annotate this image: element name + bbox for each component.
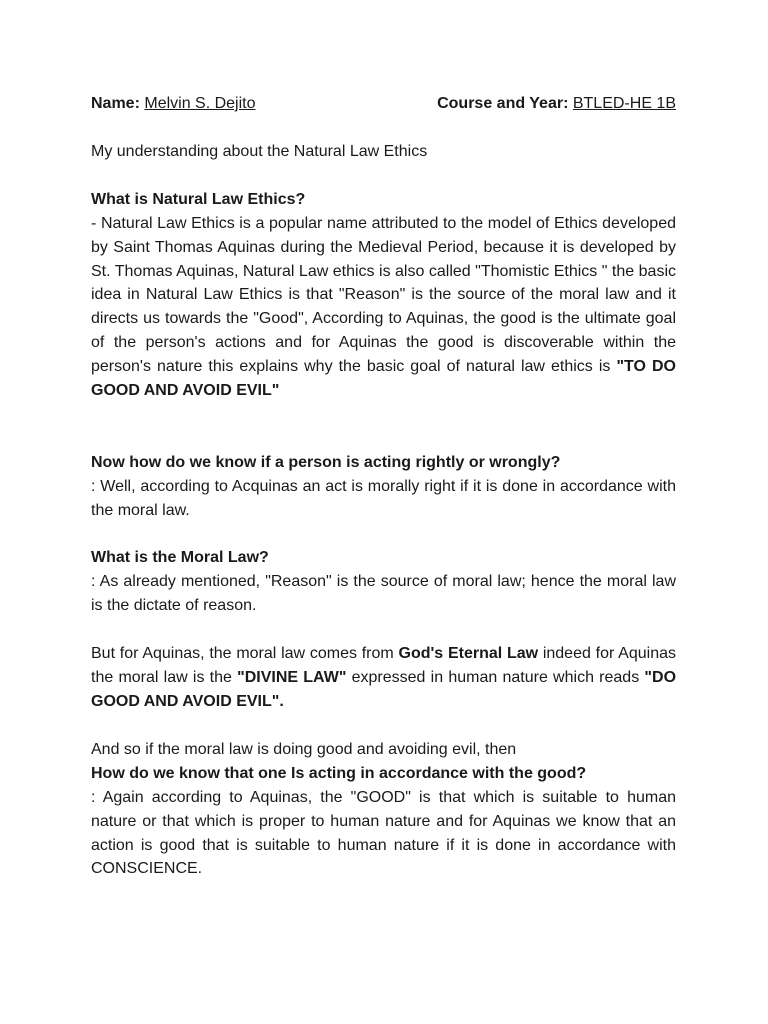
course-value: BTLED-HE 1B: [572, 95, 676, 112]
section-body-acting-rightly: : Well, according to Acquinas an act is morally right if it is done in accordance with the moral law.: [91, 478, 676, 519]
divine-text-1: But for Aquinas, the moral law comes from: [91, 645, 399, 662]
course-label: Course and Year:: [437, 95, 569, 112]
natural-law-text: - Natural Law Ethics is a popular name attributed to the model of Ethics developed by Saint Thomas Aquinas during the Medieval Period, because it is developed by St. Thomas Aquinas, Natural Law ethics is also called "Thomistic Ethics " the basic idea in Natural Law Ethics is that "Reason" is the source of the moral law and it directs us towards the "Good", According to Aquinas, the good is the ultimate goal of the person's actions and for Aquinas the good is discoverable within the person's nature this explains why the basic goal of natural law ethics is: [91, 215, 676, 375]
divine-text-2: indeed for Aquinas the moral law is the: [91, 645, 677, 686]
section-body-good: : Again according to Aquinas, the "GOOD" is that which is suitable to human nature or that which is proper to human nature and for Aquinas we know that an action is good that is suitable to human nature if it is done in accordance with CONSCIENCE.: [91, 789, 676, 878]
intro-line: My understanding about the Natural Law Ethics: [91, 143, 428, 160]
divine-bold-1: God's Eternal Law: [398, 645, 539, 662]
section-body-divine-law: [91, 642, 676, 713]
lead-line-good: And so if the moral law is doing good and avoiding evil, then: [91, 741, 517, 758]
section-heading-moral-law: What is the Moral Law?: [91, 549, 269, 566]
name-value: Melvin S. Dejito: [144, 95, 256, 112]
divine-bold-3: "DO GOOD AND AVOID EVIL".: [91, 668, 677, 710]
section-body-moral-law: : As already mentioned, "Reason" is the source of moral law; hence the moral law is the dictate of reason.: [91, 573, 676, 614]
section-heading-acting-rightly: Now how do we know if a person is acting rightly or wrongly?: [91, 454, 561, 471]
header-row: [91, 92, 676, 116]
divine-text-3: expressed in human nature which reads: [346, 668, 645, 686]
natural-law-emphasis: "TO DO GOOD AND AVOID EVIL": [91, 357, 676, 399]
section-body-natural-law: [91, 212, 676, 402]
course-year-field: [437, 92, 676, 116]
section-heading-good: How do we know that one Is acting in accordance with the good?: [91, 765, 587, 782]
name-field: [91, 92, 256, 116]
divine-bold-2: "DIVINE LAW": [237, 668, 347, 686]
name-label: Name:: [91, 95, 140, 112]
section-heading-natural-law: What is Natural Law Ethics?: [91, 191, 306, 208]
